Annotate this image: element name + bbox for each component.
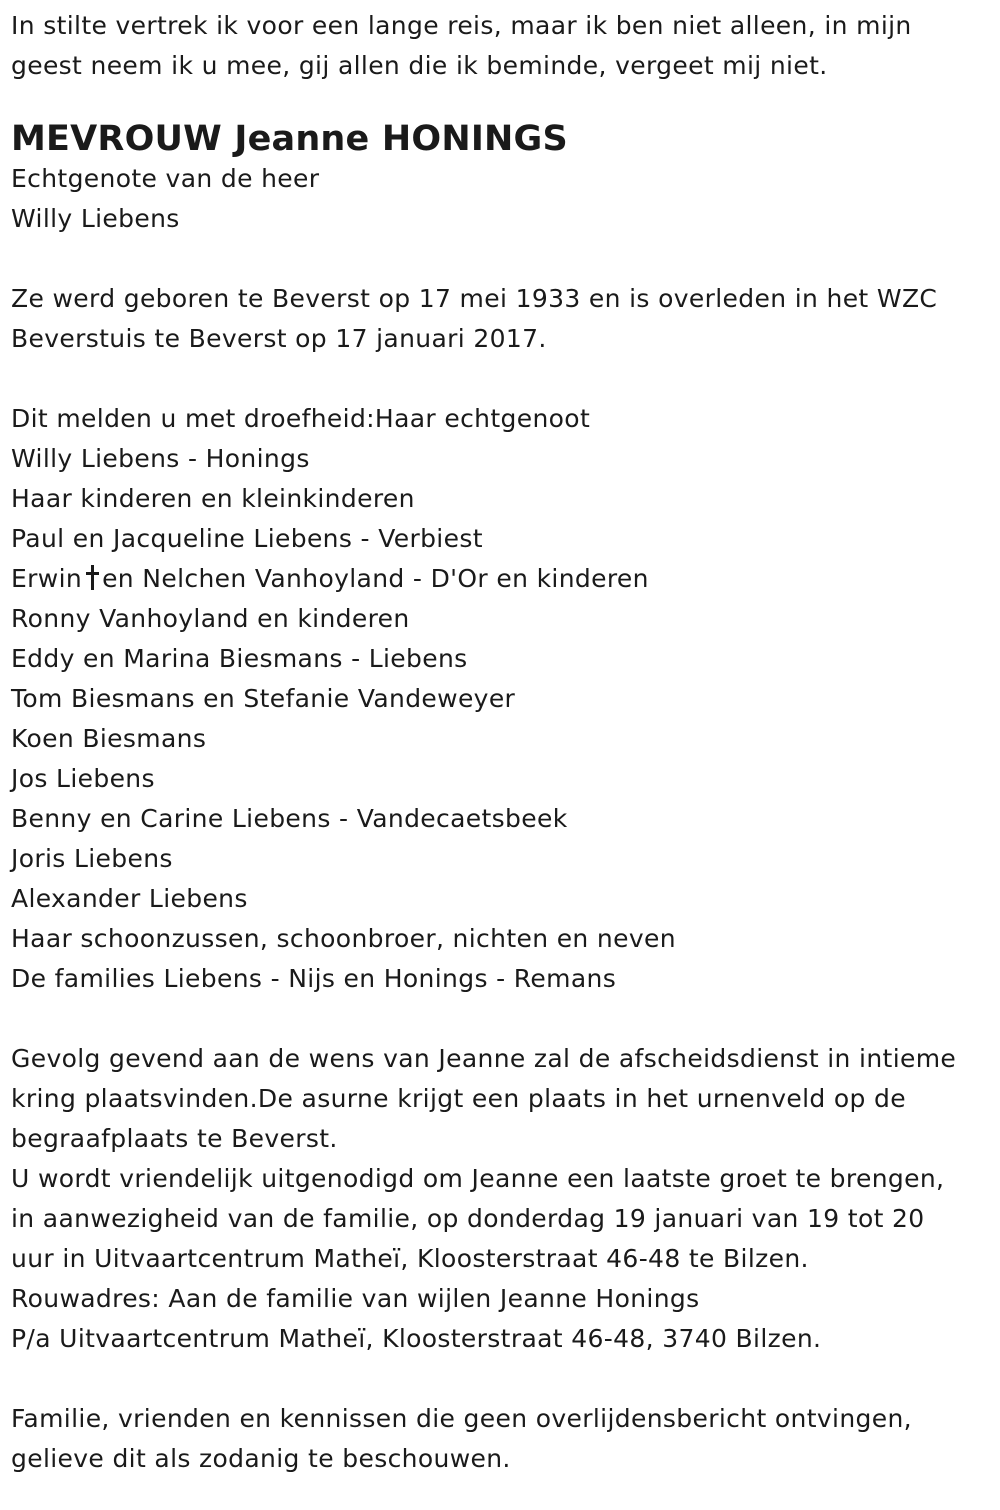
mourning-address-line: Rouwadres: Aan de familie van wijlen Jeanne Honings bbox=[11, 1284, 700, 1313]
birth-death-line: Ze werd geboren te Beverst op 17 mei 1933 en is overleden in het WZC bbox=[11, 284, 938, 313]
closing-line: gelieve dit als zodanig te beschouwen. bbox=[11, 1444, 511, 1473]
mourner-line: Alexander Liebens bbox=[11, 884, 248, 913]
closing-paragraph bbox=[11, 1399, 991, 1479]
spouse-line: Echtgenote van de heer bbox=[11, 164, 320, 193]
mourner-line-rest: en Nelchen Vanhoyland - D'Or en kinderen bbox=[102, 564, 649, 593]
spouse-line: Willy Liebens bbox=[11, 204, 180, 233]
obituary-notice bbox=[11, 6, 991, 1479]
poem bbox=[11, 6, 991, 86]
poem-line: geest neem ik u mee, gij allen die ik beminde, vergeet mij niet. bbox=[11, 51, 828, 80]
mourner-line: De families Liebens - Nijs en Honings - Remans bbox=[11, 964, 617, 993]
mourner-line: Joris Liebens bbox=[11, 844, 173, 873]
ceremony-line: in aanwezigheid van de familie, op donderdag 19 januari van 19 tot 20 bbox=[11, 1204, 925, 1233]
deceased-child-name: Erwin bbox=[11, 564, 83, 593]
ceremony-line: uur in Uitvaartcentrum Matheï, Kloosterstraat 46-48 te Bilzen. bbox=[11, 1244, 809, 1273]
birth-death-paragraph bbox=[11, 279, 991, 359]
mourner-line: Ronny Vanhoyland en kinderen bbox=[11, 604, 410, 633]
spacer bbox=[11, 359, 991, 399]
mourner-line: Koen Biesmans bbox=[11, 724, 207, 753]
spacer bbox=[11, 1359, 991, 1399]
poem-line: In stilte vertrek ik voor een lange reis, maar ik ben niet alleen, in mijn bbox=[11, 11, 912, 40]
spacer bbox=[11, 239, 991, 279]
mourners-list bbox=[11, 399, 991, 999]
ceremony-line: U wordt vriendelijk uitgenodigd om Jeanne een laatste groet te brengen, bbox=[11, 1164, 945, 1193]
mourner-line: Haar schoonzussen, schoonbroer, nichten en neven bbox=[11, 924, 676, 953]
mourning-address-line: P/a Uitvaartcentrum Matheï, Kloosterstraat 46-48, 3740 Bilzen. bbox=[11, 1324, 822, 1353]
ceremony-line: kring plaatsvinden.De asurne krijgt een plaats in het urnenveld op de bbox=[11, 1084, 907, 1113]
mourner-line: Jos Liebens bbox=[11, 764, 155, 793]
birth-death-line: Beverstuis te Beverst op 17 januari 2017. bbox=[11, 324, 547, 353]
closing-line: Familie, vrienden en kennissen die geen overlijdensbericht ontvingen, bbox=[11, 1404, 912, 1433]
ceremony-paragraph bbox=[11, 1039, 991, 1359]
mourner-line: Benny en Carine Liebens - Vandecaetsbeek bbox=[11, 804, 568, 833]
spacer bbox=[11, 999, 991, 1039]
spouse-block bbox=[11, 159, 991, 239]
mourner-line: Paul en Jacqueline Liebens - Verbiest bbox=[11, 524, 483, 553]
mourners-intro: Dit melden u met droefheid:Haar echtgenoot bbox=[11, 404, 591, 433]
mourner-line-deceased bbox=[11, 559, 991, 599]
mourner-line: Eddy en Marina Biesmans - Liebens bbox=[11, 644, 468, 673]
mourner-line: Haar kinderen en kleinkinderen bbox=[11, 484, 415, 513]
ceremony-line: Gevolg gevend aan de wens van Jeanne zal de afscheidsdienst in intieme bbox=[11, 1044, 957, 1073]
latin-cross-icon bbox=[86, 565, 99, 590]
mourner-line: Willy Liebens - Honings bbox=[11, 444, 310, 473]
deceased-name-title: MEVROUW Jeanne HONINGS bbox=[11, 119, 568, 159]
ceremony-line: begraafplaats te Beverst. bbox=[11, 1124, 338, 1153]
mourner-line: Tom Biesmans en Stefanie Vandeweyer bbox=[11, 684, 516, 713]
